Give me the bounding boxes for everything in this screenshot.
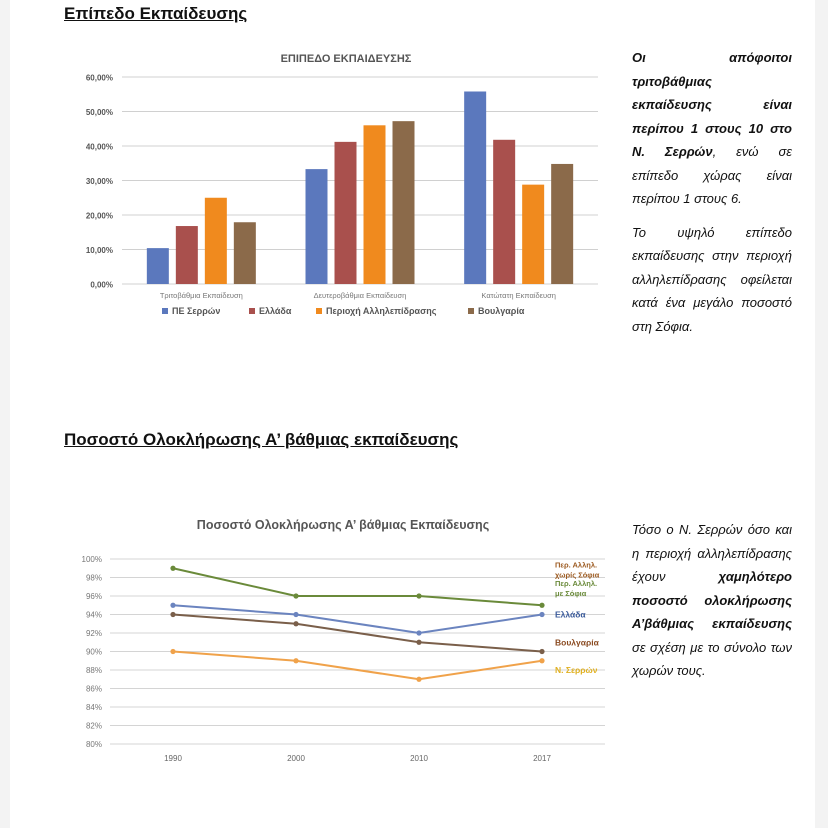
bar-x-category-label: Τριτοβάθμια Εκπαίδευση <box>159 291 243 300</box>
line-y-tick-label: 94% <box>85 610 102 620</box>
legend-label: Ελλάδα <box>259 306 292 316</box>
bar <box>335 142 357 284</box>
line-point <box>416 640 421 645</box>
completion-commentary <box>632 518 792 693</box>
bar <box>205 198 227 284</box>
bar-y-tick-label: 30,00% <box>85 177 113 186</box>
bar-y-tick-label: 50,00% <box>85 108 113 117</box>
bar-y-tick-label: 20,00% <box>85 211 113 221</box>
bar <box>364 125 386 284</box>
line-series <box>173 652 542 680</box>
commentary-bold: Οι απόφοιτοι τριτοβάθμιας εκπαίδευσης είναι περίπου 1 στους 10 στο Ν. Σερρών <box>632 50 792 159</box>
line-y-tick-label: 92% <box>85 629 102 638</box>
line-point <box>293 621 298 626</box>
line-end-label: χωρίς Σόφια <box>555 570 600 580</box>
line-y-tick-label: 86% <box>85 684 102 694</box>
bar <box>306 169 328 284</box>
bar <box>234 222 256 284</box>
line-x-tick-label: 2017 <box>533 754 551 763</box>
bar <box>393 121 415 284</box>
legend-swatch <box>468 308 474 314</box>
line-point <box>539 603 544 608</box>
legend-swatch <box>316 308 322 314</box>
line-y-tick-label: 82% <box>85 721 102 731</box>
line-point <box>170 612 175 617</box>
legend-label: Περιοχή Αλληλεπίδρασης <box>326 306 437 316</box>
line-y-tick-label: 88% <box>85 666 102 675</box>
line-x-tick-label: 2010 <box>410 754 428 763</box>
primary-completion-line-chart <box>10 505 620 775</box>
line-x-tick-label: 2000 <box>287 754 305 763</box>
line-y-tick-label: 84% <box>85 703 102 712</box>
line-point <box>293 593 298 598</box>
bar-y-tick-label: 60,00% <box>85 73 113 83</box>
line-end-label: Περ. Αλληλ. <box>555 560 598 570</box>
line-point <box>170 649 175 654</box>
line-series <box>173 568 542 605</box>
line-x-tick-label: 1990 <box>164 754 182 763</box>
bar-y-tick-label: 40,00% <box>85 142 113 152</box>
line-y-tick-label: 90% <box>85 647 102 657</box>
commentary-paragraph-2: Το υψηλό επίπεδο εκπαίδευσης στην περιοχή αλληλεπίδρασης οφείλεται κατά ένα μεγάλο ποσοστό στη Σόφια. <box>632 224 792 334</box>
line-end-label: Ν. Σερρών <box>555 665 598 675</box>
section-title-primary-completion: Ποσοστό Ολοκλήρωσης Α’ βάθμιας εκπαίδευσης <box>64 430 459 449</box>
line-y-tick-label: 96% <box>85 592 102 601</box>
line-end-label: Περ. Αλληλ. <box>555 578 598 588</box>
commentary-rest: , ενώ σε επίπεδο χώρας είναι περίπου 1 στους 6. <box>632 144 792 206</box>
bar-y-tick-label: 0,00% <box>90 280 113 290</box>
line-point <box>416 677 421 682</box>
line-point <box>293 658 298 663</box>
line-y-tick-label: 98% <box>85 573 102 583</box>
line-chart-title: Ποσοστό Ολοκλήρωσης Α’ βάθμιας Εκπαίδευσης <box>196 518 490 532</box>
bar <box>522 185 544 284</box>
completion-paragraph <box>632 518 792 683</box>
bar <box>493 140 515 284</box>
legend-label: ΠΕ Σερρών <box>172 306 221 316</box>
line-point <box>170 566 175 571</box>
bar <box>176 226 198 284</box>
bar-chart-title: ΕΠΙΠΕΔΟ ΕΚΠΑΙΔΕΥΣΗΣ <box>280 53 412 65</box>
legend-label: Βουλγαρία <box>478 306 525 316</box>
legend-swatch <box>249 308 255 314</box>
completion-intro: Τόσο ο Ν. Σερρών όσο και η περιοχή αλληλεπίδρασης έχουν <box>632 522 792 584</box>
bar <box>551 164 573 284</box>
bar-y-tick-label: 10,00% <box>85 246 113 255</box>
line-y-tick-label: 80% <box>85 740 102 749</box>
education-level-bar-chart <box>10 40 610 330</box>
education-commentary <box>632 46 792 348</box>
line-point <box>539 649 544 654</box>
bar <box>147 248 169 284</box>
completion-rest: σε σχέση με το σύνολο των χωρών τους. <box>632 639 792 678</box>
bar-x-category-label: Κατώτατη Εκπαίδευση <box>481 291 556 300</box>
line-point <box>416 630 421 635</box>
line-end-label: Ελλάδα <box>555 609 586 620</box>
section-title-education-level: Επίπεδο Εκπαίδευσης <box>64 4 248 23</box>
line-end-label: με Σόφια <box>555 588 587 598</box>
completion-bold: χαμηλότερο ποσοστό ολοκλήρωσης Α’βάθμιας εκπαίδευσης <box>632 569 792 631</box>
document-page <box>10 0 815 828</box>
bar-x-category-label: Δευτεροβάθμια Εκπαίδευση <box>313 291 407 300</box>
line-end-label: Βουλγαρία <box>555 637 599 648</box>
commentary-paragraph-1 <box>632 46 792 211</box>
line-point <box>416 593 421 598</box>
line-point <box>293 612 298 617</box>
bar <box>464 91 486 284</box>
legend-swatch <box>162 308 168 314</box>
line-y-tick-label: 100% <box>81 555 102 564</box>
line-point <box>539 612 544 617</box>
line-point <box>539 658 544 663</box>
line-point <box>170 603 175 608</box>
